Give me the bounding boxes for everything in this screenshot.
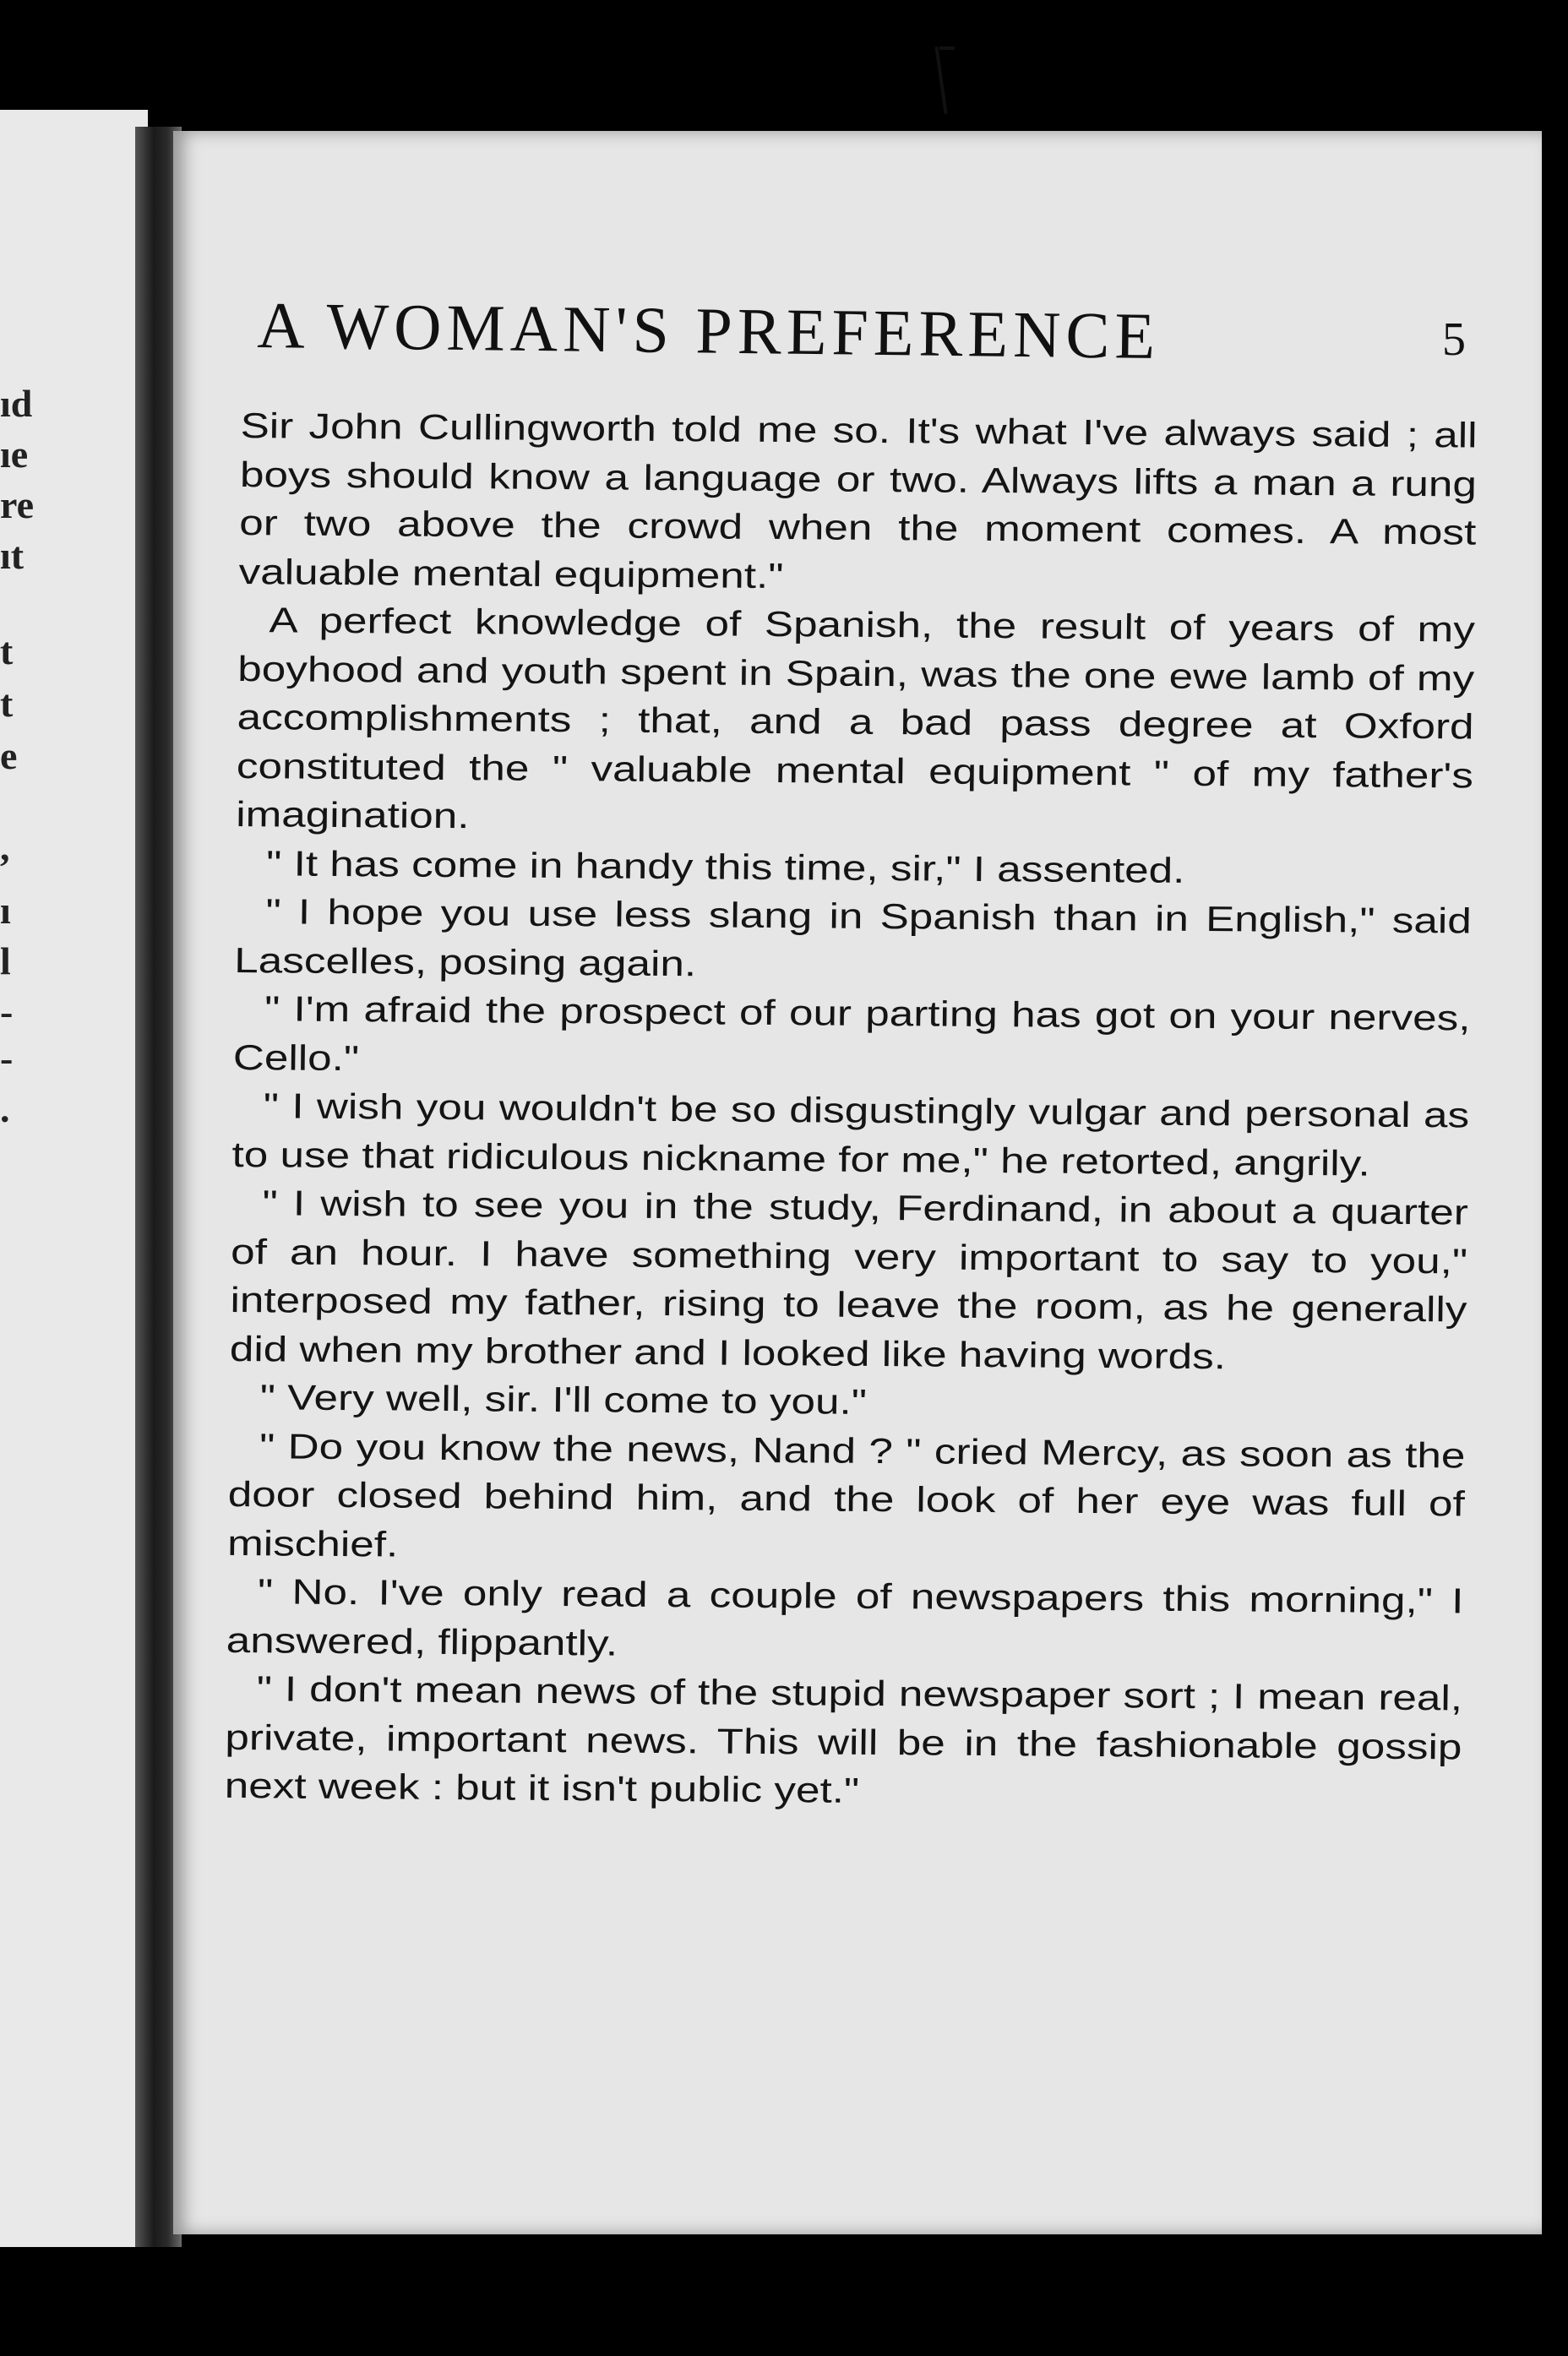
left-edge-letter: t [0, 629, 14, 672]
page-header [258, 287, 1466, 380]
scan-speck [934, 46, 947, 114]
left-edge-letter: ı [0, 889, 11, 932]
left-edge-letter: . [0, 1087, 10, 1130]
paragraph: " I don't mean news of the stupid newspaper sort ; I mean real, private, important news. This will be in the fashionable gossip next week : but it isn't public yet." [224, 1668, 1463, 1810]
paragraph: " I wish to see you in the study, Ferdinand, in about a quarter of an hour. I have something very important to say to you," interposed my father, rising to leave the room, as he generally did when my brother and I looked like having words. [229, 1183, 1469, 1376]
paragraph: " I wish you wouldn't be so disgustingly vulgar and personal as to use that ridiculous nickname for me," he retorted, angrily. [231, 1086, 1470, 1183]
left-page-edge [0, 110, 148, 2247]
left-edge-letter: l [0, 939, 11, 982]
left-edge-letter: ıd [0, 382, 33, 425]
left-edge-letter: , [0, 825, 10, 868]
running-title: A WOMAN'S PREFERENCE [256, 287, 1161, 373]
left-edge-letter: t [0, 682, 14, 725]
paragraph: " Do you know the news, Nand ? " cried Mercy, as soon as the door closed behind him, and the look of her eye was full of mischief. [226, 1425, 1466, 1564]
page-number: 5 [1442, 313, 1466, 366]
left-edge-letter: ıt [0, 534, 24, 577]
paragraph: A perfect knowledge of Spanish, the result of years of my boyhood and youth spent in Spain, was the one ewe lamb of my accomplishments ; that, and a bad pass degree at Oxford constituted the " valuable mental equipment " of my father's imagination. [236, 600, 1476, 836]
paragraph: Sir John Cullingworth told me so. It's what I've always said ; all boys should know a language or two. Always lifts a man a rung or two above the crowd when the moment comes. A most valuable mental equipment." [238, 405, 1478, 596]
book-page [173, 131, 1542, 2234]
paragraph: " Very well, sir. I'll come to you." [259, 1377, 868, 1422]
paragraph: " It has come in handy this time, sir," I assented. [265, 842, 1185, 890]
left-edge-letter: - [0, 990, 14, 1033]
page-body-text [224, 401, 1477, 1820]
left-edge-letter: - [0, 1037, 14, 1080]
paragraph: " I hope you use less slang in Spanish than in English," said Lascelles, posing again. [233, 891, 1473, 983]
paragraph: " No. I've only read a couple of newspapers this morning," I answered, flippantly. [226, 1571, 1464, 1663]
left-edge-letter: re [0, 483, 35, 526]
scan-speck [939, 46, 955, 50]
left-edge-letter: e [0, 734, 18, 777]
paragraph: " I'm afraid the prospect of our parting has got on your nerves, Cello." [232, 988, 1471, 1078]
left-edge-letter: ıe [0, 433, 29, 476]
